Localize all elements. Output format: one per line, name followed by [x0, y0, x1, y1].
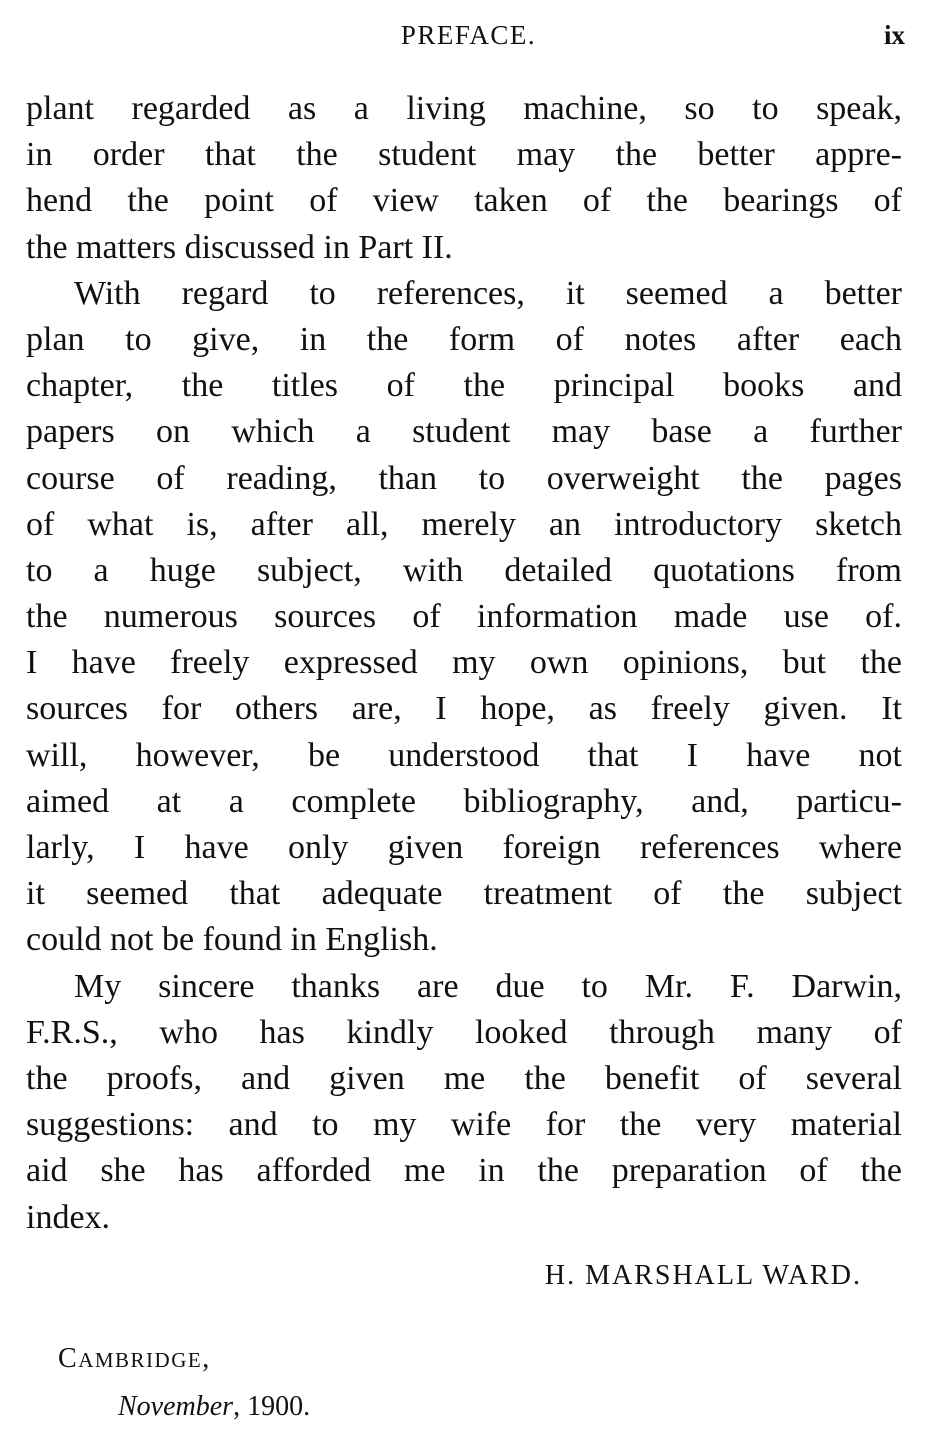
text-line: With regard to references, it seemed a better — [74, 274, 902, 312]
text-line: My sincere thanks are due to Mr. F. Darwin, — [74, 967, 902, 1005]
place-initial: C — [58, 1343, 79, 1374]
text-line: the matters discussed in Part II. — [26, 228, 453, 266]
running-title: PREFACE. — [400, 20, 537, 50]
text-line: to a huge subject, with detailed quotations from — [26, 551, 902, 589]
date-month: November — [118, 1391, 234, 1422]
text-line: chapter, the titles of the principal books and — [26, 367, 902, 405]
text-line: hend the point of view taken of the bearings of — [26, 182, 902, 220]
text-line: could not be found in English. — [26, 921, 438, 959]
preface-body — [26, 86, 902, 1241]
text-line: index. — [26, 1198, 111, 1236]
text-line: will, however, be understood that I have not — [26, 736, 902, 774]
date-line — [118, 1391, 310, 1423]
date-year: , 1900. — [233, 1391, 311, 1422]
text-line: in order that the student may the better appre- — [26, 136, 902, 174]
text-line: plan to give, in the form of notes after each — [26, 320, 902, 358]
text-line: sources for others are, I hope, as freely given. It — [26, 690, 902, 728]
place-small-caps: AMBRIDGE — [78, 1348, 203, 1372]
page-header — [0, 20, 937, 60]
text-line: it seemed that adequate treatment of the subject — [26, 875, 902, 913]
place-punctuation: , — [202, 1343, 211, 1374]
text-line: plant regarded as a living machine, so to speak, — [26, 90, 902, 127]
text-line: the proofs, and given me the benefit of several — [26, 1059, 902, 1097]
text-line: papers on which a student may base a further — [26, 413, 902, 451]
author-signature: H. MARSHALL WARD. — [544, 1260, 862, 1291]
place-line — [58, 1343, 211, 1375]
text-line: suggestions: and to my wife for the very material — [26, 1106, 902, 1144]
text-line: aid she has afforded me in the preparation of the — [26, 1152, 902, 1190]
text-line: I have freely expressed my own opinions, but the — [26, 644, 902, 682]
text-line: the numerous sources of information made use of. — [26, 598, 902, 636]
page-number: ix — [883, 20, 905, 50]
text-line: larly, I have only given foreign references where — [26, 829, 902, 866]
text-line: aimed at a complete bibliography, and, particu- — [26, 782, 902, 820]
text-line: F.R.S., who has kindly looked through many of — [26, 1013, 902, 1051]
text-line: course of reading, than to overweight the pages — [26, 459, 902, 497]
text-line: of what is, after all, merely an introductory sketch — [26, 505, 902, 543]
